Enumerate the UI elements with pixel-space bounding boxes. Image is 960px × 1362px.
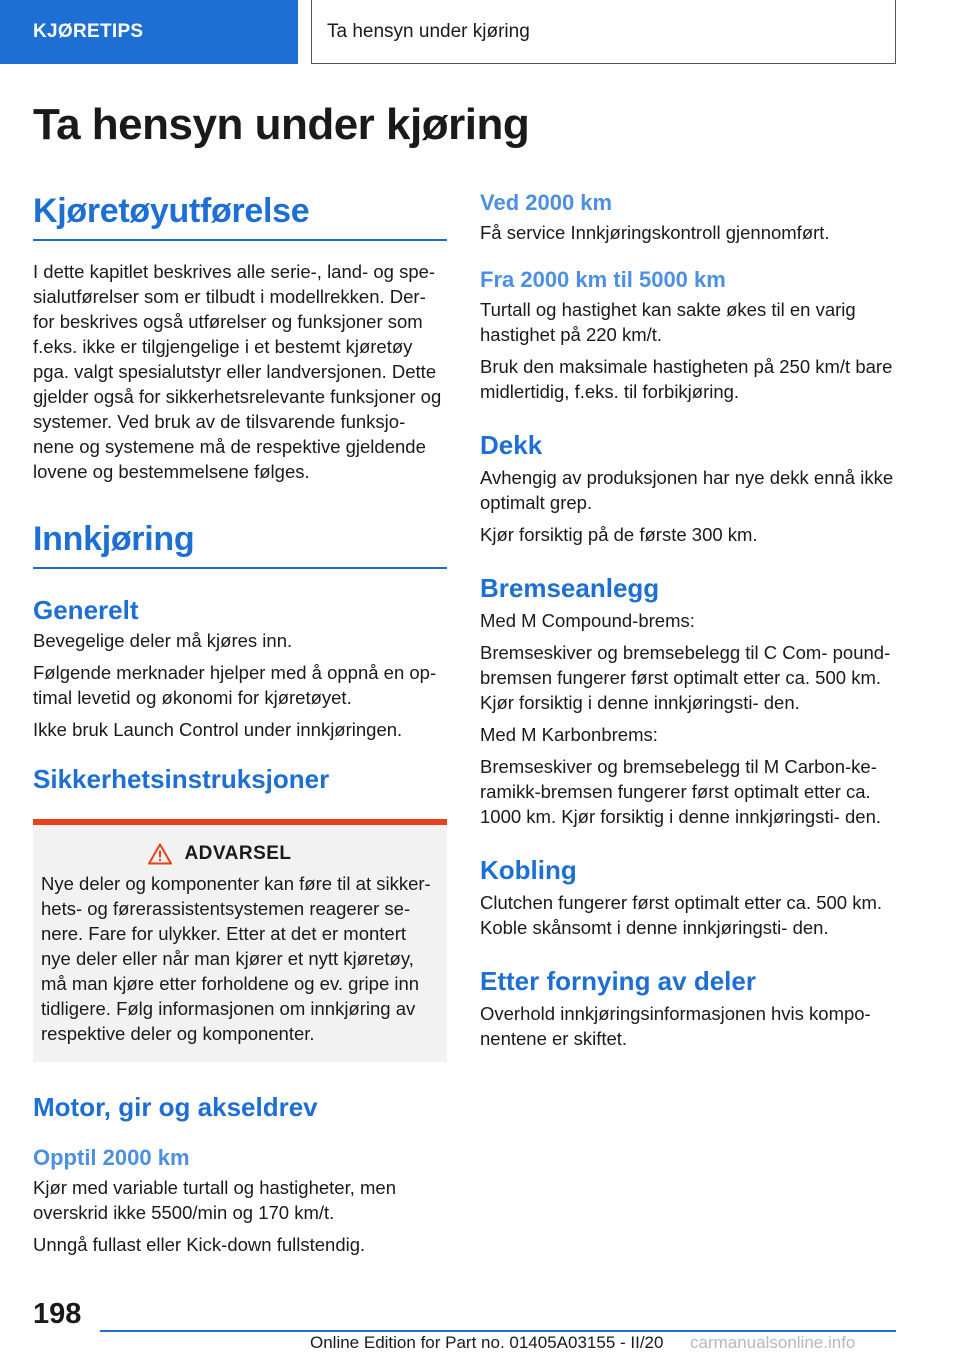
break-in-heading: Innkjøring <box>33 520 447 569</box>
at-2000-p1: Få service Innkjøringskontroll gjennomført. <box>480 222 830 243</box>
warning-text: Nye deler og komponenter kan føre til at sikker‐ hets- og førerassistentsystemen reagerer se‐ nere. Fare for ulykker. Etter at det er montert nye deler eller når man kjører et nytt kjøretøy, må man kjøre etter forholdene og ev. gripe inn tidligere. Følg informasjonen om innkjøring av respektive deler og komponenter. <box>41 873 431 1044</box>
vehicle-design-heading: Kjøretøyutførelse <box>33 192 447 241</box>
general-heading: Generelt <box>33 595 139 625</box>
tyres-heading: Dekk <box>480 430 543 460</box>
upto-2000-p1: Kjør med variable turtall og hastigheter, men overskrid ikke 5500/min og 170 km/t. <box>33 1177 396 1223</box>
warning-box <box>33 819 447 1062</box>
parts-p1: Overhold innkjøringsinformasjonen hvis kompo‐ nentene er skiftet. <box>480 1003 871 1049</box>
from-2000-heading: Fra 2000 km til 5000 km <box>480 267 726 292</box>
upto-2000-p2: Unngå fullast eller Kick-down fullstendig. <box>33 1234 366 1255</box>
general-p2: Følgende merknader hjelper med å oppnå en op‐ timal levetid og økonomi for kjøretøyet. <box>33 662 437 708</box>
brakes-p2: Bremseskiver og bremsebelegg til C Com‐ pound-bremsen fungerer først optimalt etter ca. 500 km. Kjør forsiktig i denne innkjøringsti‐ den. <box>480 642 891 713</box>
vehicle-design-text: I dette kapitlet beskrives alle serie-, land- og spe‐ sialutførelser som er tilbudt i modellrekken. Der‐ for beskrives også utførelser og funksjoner som f.eks. ikke er tilgjengelige i et bestemt kjøretøy pga. valgt spesialutstyr eller landversjonen. Dette gjelder også for sikkerhetsrelevante funksjoner og systemer. Ved bruk av de tilsvarende funksjo‐ nene og systemene må de respektive gjeldende lovene og bestemmelsene følges. <box>33 261 442 482</box>
clutch-heading: Kobling <box>480 855 577 885</box>
page-title: Ta hensyn under kjøring <box>33 100 530 149</box>
from-2000-p1: Turtall og hastighet kan sakte økes til en varig hastighet på 220 km/t. <box>480 299 856 345</box>
footer-divider <box>100 1330 896 1332</box>
brakes-p4: Bremseskiver og bremsebelegg til M Carbon-ke‐ ramikk-bremsen fungerer først optimalt etter ca. 1000 km. Kjør forsiktig i denne innkjøringsti‐ den. <box>480 756 882 827</box>
brakes-p3: Med M Karbonbrems: <box>480 724 658 745</box>
upto-2000-heading: Opptil 2000 km <box>33 1145 190 1170</box>
right-column <box>480 190 900 1051</box>
edition-note: Online Edition for Part no. 01405A03155 - II/20 <box>310 1333 664 1352</box>
watermark: carmanualsonline.info <box>690 1333 856 1352</box>
chapter-tab <box>0 0 298 64</box>
general-p3: Ikke bruk Launch Control under innkjøringen. <box>33 719 403 740</box>
tyres-p2: Kjør forsiktig på de første 300 km. <box>480 524 758 545</box>
clutch-p1: Clutchen fungerer først optimalt etter ca. 500 km. Koble skånsomt i denne innkjøringsti‐ den. <box>480 892 883 938</box>
warning-triangle-icon <box>148 843 172 865</box>
tyres-p1: Avhengig av produksjonen har nye dekk ennå ikke optimalt grep. <box>480 467 894 513</box>
parts-heading: Etter fornying av deler <box>480 966 756 996</box>
page-number: 198 <box>33 1298 82 1330</box>
warning-title: ADVARSEL <box>184 843 292 864</box>
section-label: Ta hensyn under kjøring <box>327 20 530 42</box>
safety-heading: Sikkerhetsinstruksjoner <box>33 764 330 794</box>
engine-heading: Motor, gir og akseldrev <box>33 1092 318 1122</box>
brakes-p1: Med M Compound-brems: <box>480 610 695 631</box>
general-p1: Bevegelige deler må kjøres inn. <box>33 630 293 651</box>
section-header <box>311 0 896 64</box>
at-2000-heading: Ved 2000 km <box>480 190 613 215</box>
chapter-label: KJØRETIPS <box>33 21 144 42</box>
from-2000-p2: Bruk den maksimale hastigheten på 250 km/t bare midlertidig, f.eks. til forbikjøring. <box>480 356 893 402</box>
warning-header <box>1 843 439 865</box>
brakes-heading: Bremseanlegg <box>480 573 660 603</box>
left-column <box>33 180 447 1257</box>
